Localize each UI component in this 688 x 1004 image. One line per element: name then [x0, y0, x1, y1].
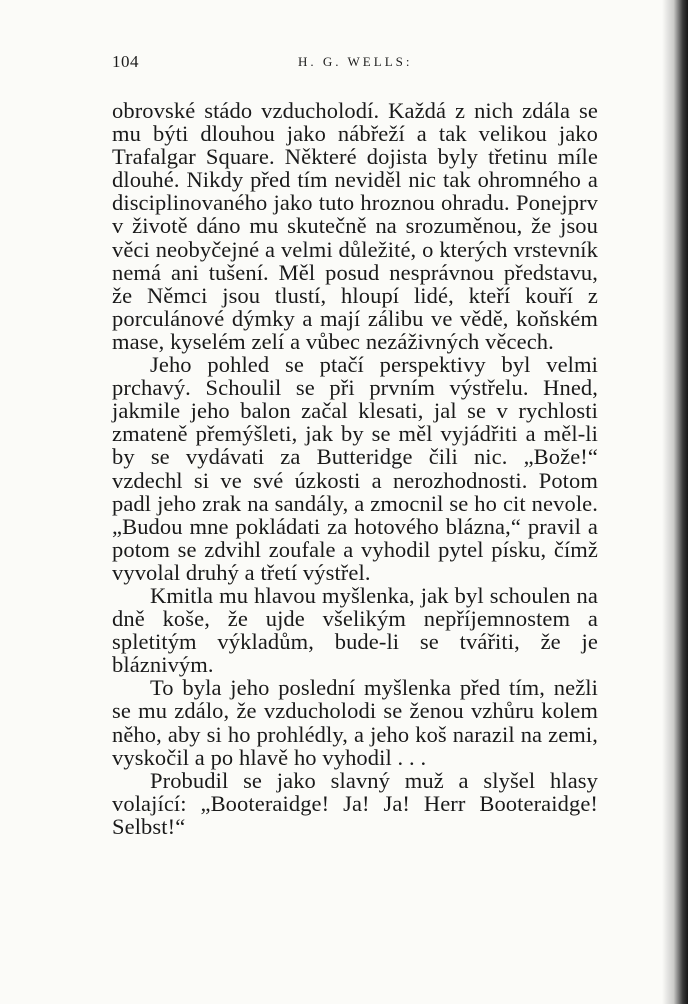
body-text [112, 99, 598, 838]
paragraph: Probudil se jako slavný muž a slyšel hlasy volající: „Booteraidge! Ja! Ja! Herr Booteraidge! Selbst!“ [112, 767, 598, 839]
paragraph: Kmitla mu hlavou myšlenka, jak byl schoulen na dně koše, že ujde všelikým nepříjemnostem a spletitým výkladům, bude-li se tvářiti, že je bláznivým. [112, 582, 598, 678]
paragraph: Jeho pohled se ptačí perspektivy byl velmi prchavý. Schoulil se při prvním výstřelu. Hned, jakmile jeho balon začal klesati, jal se v rychlosti zmateně přemýšleti, jak by se měl vyjádřiti a měl-li by se vydávati za Butteridge čili nic. „Bože!“ vzdechl si ve své úzkosti a nerozhodnosti. Potom padl jeho zrak na sandály, a zmocnil se ho cit nevole. „Budou mne pokládati za hotového blázna,“ pravil a potom se zdvihl zoufale a vyhodil pytel písku, čímž vyvolal druhý a třetí výstřel. [112, 352, 598, 585]
paragraph: To byla jeho poslední myšlenka před tím, nežli se mu zdálo, že vzducholodi se ženou vzhůru kolem něho, aby si ho prohlédly, a jeho koš narazil na zemi, vyskočil a po hlavě ho vyhodil . . . [112, 675, 598, 770]
page-number: 104 [112, 52, 139, 71]
page-header [112, 50, 592, 74]
page-edge-shadow [662, 0, 688, 1004]
running-title: H. G. WELLS: [298, 54, 413, 69]
paragraph-continued: obrovské stádo vzducholodí. Každá z nich zdála se mu býti dlouhou jako nábřeží a tak velikou jako Trafalgar Square. Některé dojista byly třetinu míle dlouhé. Nikdy před tím neviděl nic tak ohromného a disciplinovaného jako tuto hroznou ohradu. Ponejprv v životě dáno mu skutečně na srozuměnou, že jsou věci neobyčejné a velmi důležité, o kterých vrstevník nemá ani tušení. Měl posud nesprávnou představu, že Němci jsou tlustí, hloupí lidé, kteří kouří z porculánové dýmky a mají zálibu ve vědě, koňském mase, kyselém zelí a vůbec nezáživných věcech. [112, 98, 598, 354]
